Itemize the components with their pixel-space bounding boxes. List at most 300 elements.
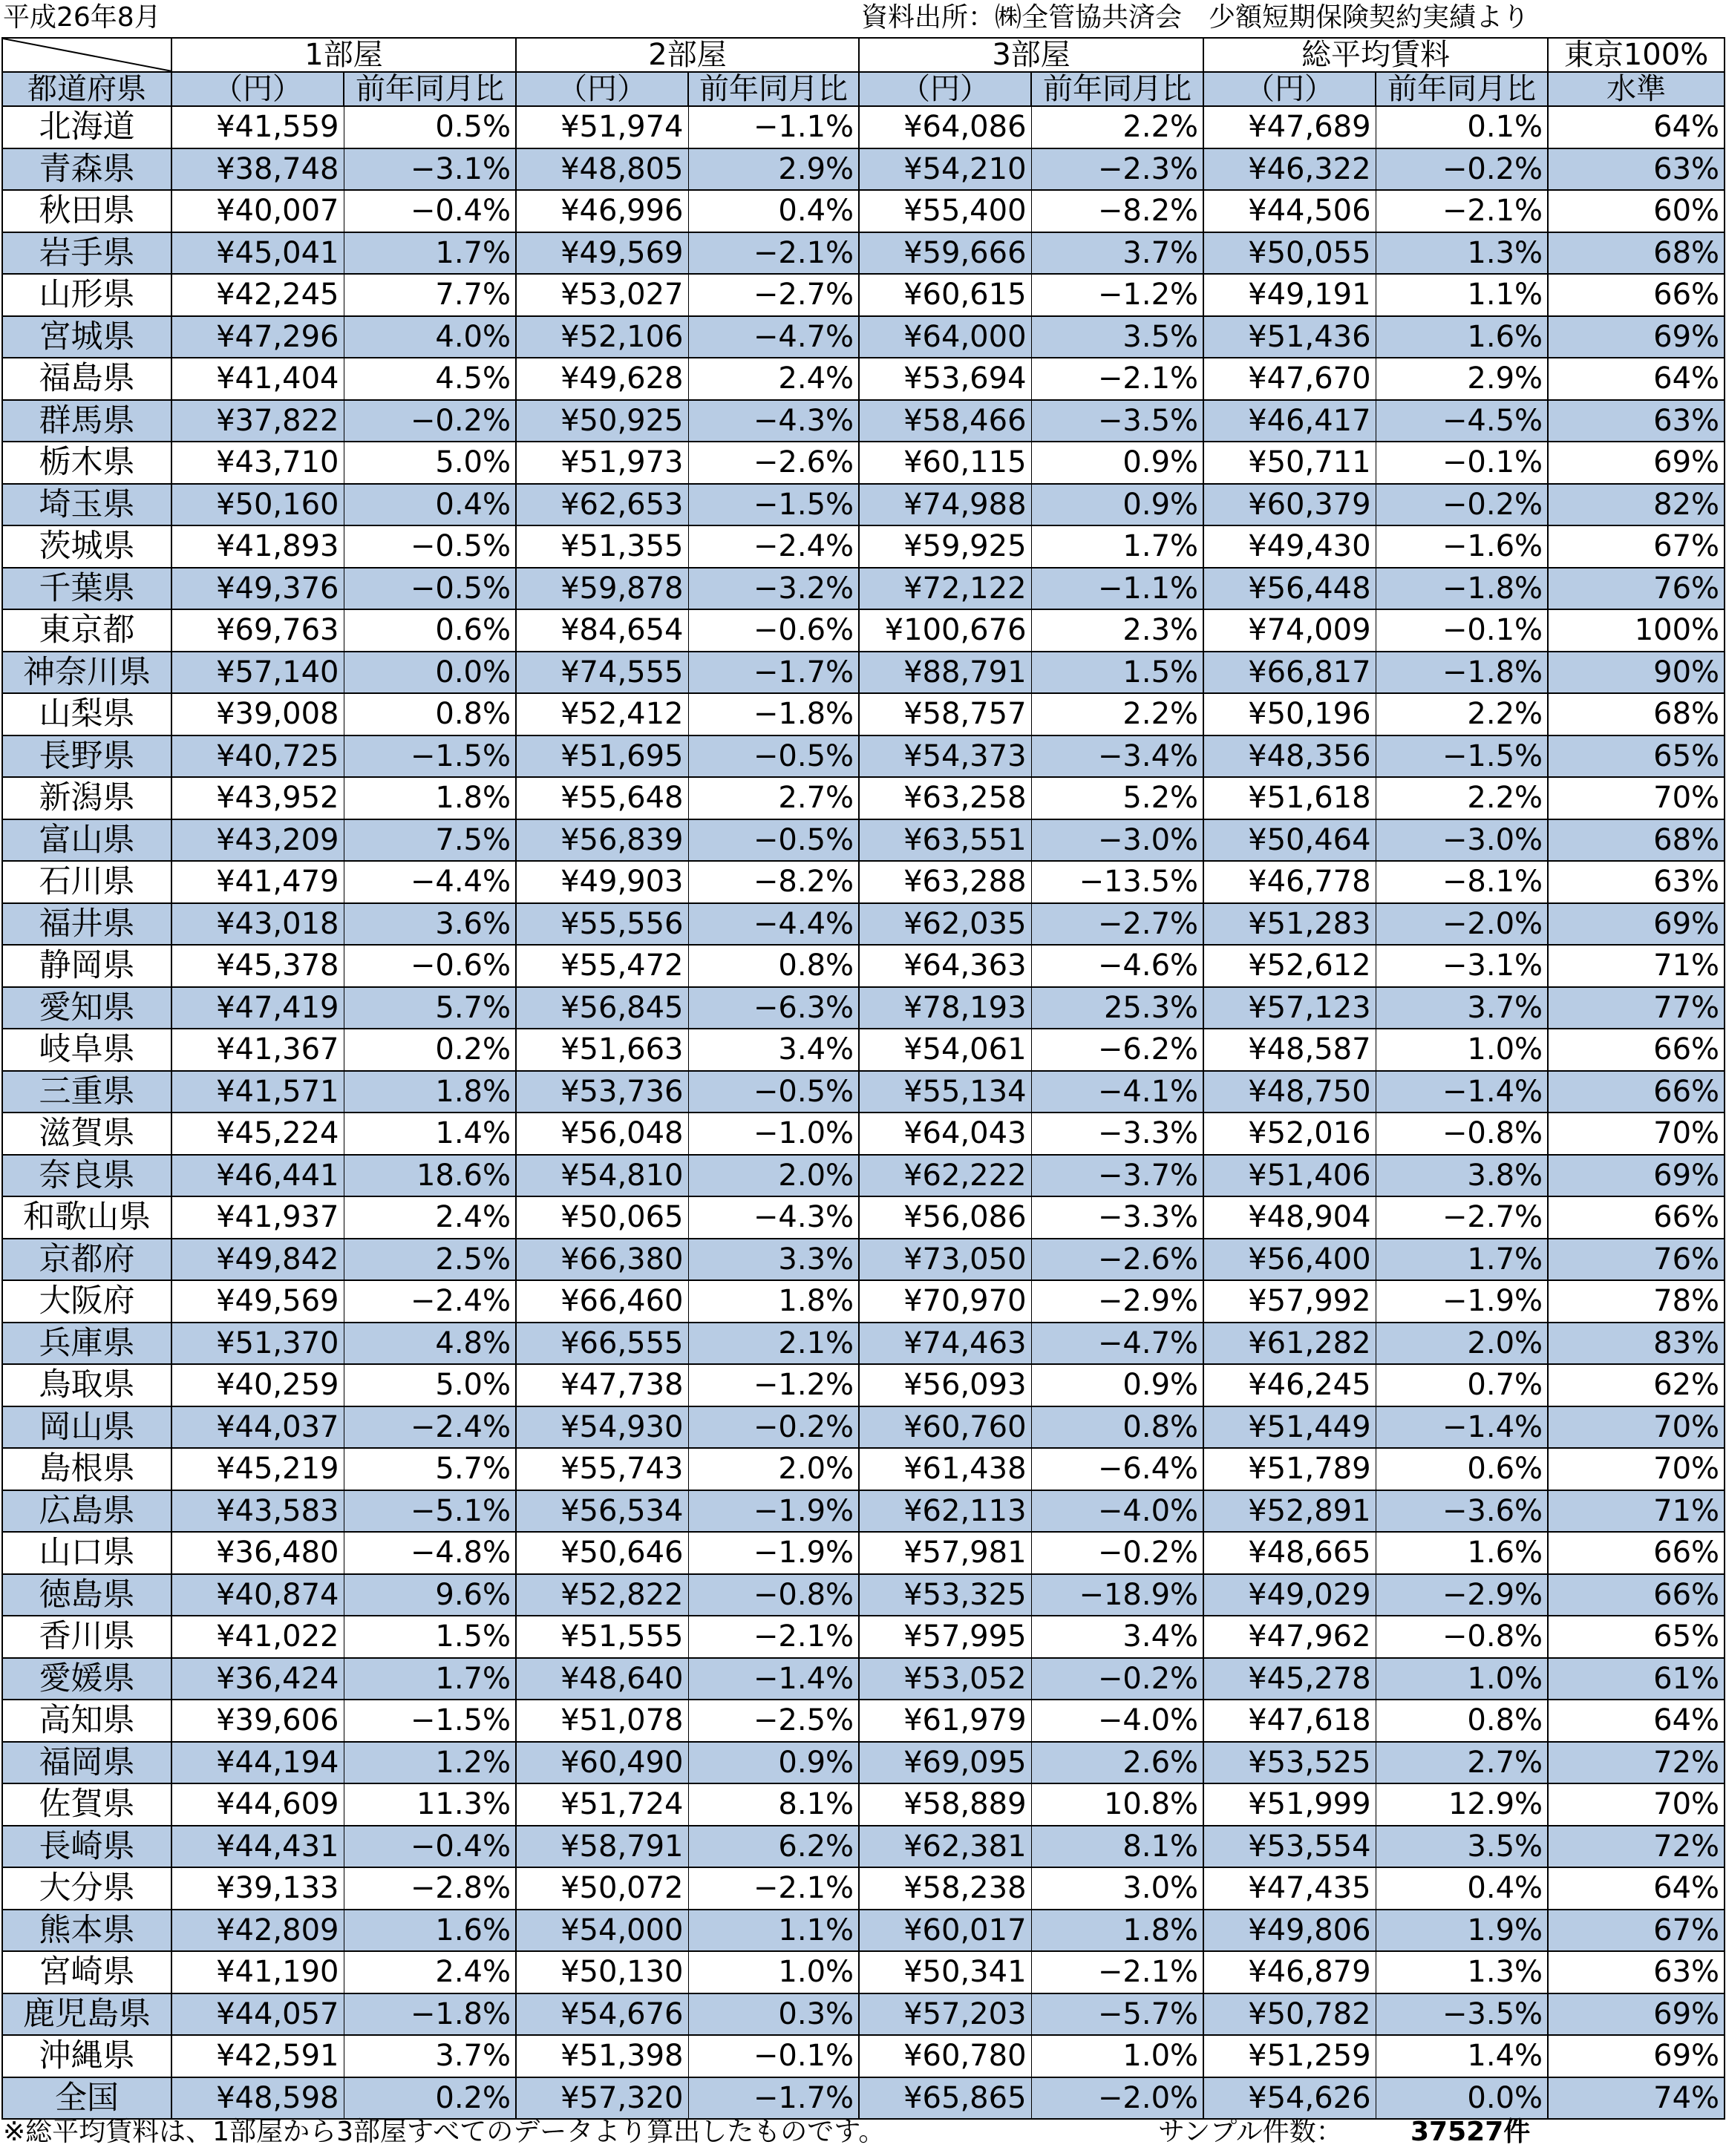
rent-3room-cell: ¥74,463 bbox=[859, 1323, 1031, 1365]
rent-2room-cell: ¥46,996 bbox=[516, 190, 688, 232]
yoy-3room-cell: −2.3% bbox=[1031, 148, 1203, 191]
yoy-average-cell: −0.1% bbox=[1376, 442, 1548, 484]
rent-average-cell: ¥47,618 bbox=[1203, 1700, 1376, 1742]
rent-2room-cell: ¥54,000 bbox=[516, 1910, 688, 1952]
prefecture-cell: 鳥取県 bbox=[2, 1364, 171, 1406]
rent-average-cell: ¥48,904 bbox=[1203, 1196, 1376, 1239]
rent-3room-cell: ¥61,438 bbox=[859, 1448, 1031, 1490]
rent-2room-cell: ¥47,738 bbox=[516, 1364, 688, 1406]
rent-1room-cell: ¥46,441 bbox=[171, 1155, 344, 1197]
rent-1room-cell: ¥40,725 bbox=[171, 735, 344, 778]
group-tokyo-index: 東京100% bbox=[1548, 38, 1725, 72]
rent-2room-cell: ¥50,065 bbox=[516, 1196, 688, 1239]
yoy-average-cell: 1.6% bbox=[1376, 316, 1548, 358]
yoy-1room-cell: −1.5% bbox=[344, 1700, 516, 1742]
yoy-2room-cell: −0.5% bbox=[688, 1071, 859, 1113]
yoy-average-cell: 2.2% bbox=[1376, 777, 1548, 819]
rent-2room-cell: ¥48,640 bbox=[516, 1658, 688, 1700]
rent-average-cell: ¥47,435 bbox=[1203, 1867, 1376, 1910]
yoy-1room-cell: 2.4% bbox=[344, 1951, 516, 1993]
tokyo-level-cell: 63% bbox=[1548, 861, 1725, 903]
table-row bbox=[2, 1951, 1725, 1993]
yoy-1room-cell: 11.3% bbox=[344, 1783, 516, 1826]
yoy-1room-cell: 1.8% bbox=[344, 1071, 516, 1113]
yoy-3room-cell: −3.3% bbox=[1031, 1113, 1203, 1155]
header-row-columns bbox=[2, 72, 1725, 106]
table-row bbox=[2, 1993, 1725, 2036]
rent-2room-cell: ¥51,724 bbox=[516, 1783, 688, 1826]
yoy-1room-cell: −2.8% bbox=[344, 1867, 516, 1910]
prefecture-cell: 長崎県 bbox=[2, 1826, 171, 1868]
rent-2room-cell: ¥54,676 bbox=[516, 1993, 688, 2036]
yoy-2room-cell: −2.1% bbox=[688, 1616, 859, 1658]
rent-1room-cell: ¥47,419 bbox=[171, 987, 344, 1029]
rent-1room-cell: ¥36,424 bbox=[171, 1658, 344, 1700]
rent-1room-cell: ¥40,007 bbox=[171, 190, 344, 232]
yoy-2room-cell: −0.5% bbox=[688, 735, 859, 778]
group-3room: 3部屋 bbox=[859, 38, 1203, 72]
rent-1room-cell: ¥44,057 bbox=[171, 1993, 344, 2036]
yoy-3room-cell: −4.7% bbox=[1031, 1323, 1203, 1365]
yoy-2room-cell: −4.3% bbox=[688, 400, 859, 442]
rent-1room-cell: ¥43,583 bbox=[171, 1490, 344, 1533]
prefecture-cell: 群馬県 bbox=[2, 400, 171, 442]
tokyo-level-cell: 64% bbox=[1548, 106, 1725, 148]
rent-average-cell: ¥47,689 bbox=[1203, 106, 1376, 148]
rent-2room-cell: ¥49,903 bbox=[516, 861, 688, 903]
prefecture-cell: 宮崎県 bbox=[2, 1951, 171, 1993]
rent-2room-cell: ¥51,078 bbox=[516, 1700, 688, 1742]
sample-count-label: サンプル件数： bbox=[1158, 2117, 1343, 2147]
yoy-3room-cell: −3.7% bbox=[1031, 1155, 1203, 1197]
yoy-3room-cell: 2.2% bbox=[1031, 106, 1203, 148]
yoy-1room-cell: 5.7% bbox=[344, 1448, 516, 1490]
rent-1room-cell: ¥44,431 bbox=[171, 1826, 344, 1868]
page-header bbox=[0, 0, 1726, 37]
rent-2room-cell: ¥56,845 bbox=[516, 987, 688, 1029]
source-note: 資料出所：㈱全管協共済会 少額短期保険契約実績より bbox=[861, 2, 1530, 33]
rent-average-cell: ¥61,282 bbox=[1203, 1323, 1376, 1365]
rent-3room-cell: ¥73,050 bbox=[859, 1239, 1031, 1281]
yoy-2room-cell: 0.4% bbox=[688, 190, 859, 232]
rent-3room-cell: ¥62,113 bbox=[859, 1490, 1031, 1533]
table-row bbox=[2, 190, 1725, 232]
yoy-average-cell: 1.1% bbox=[1376, 274, 1548, 316]
yoy-1room-cell: 0.5% bbox=[344, 106, 516, 148]
yoy-average-cell: 1.6% bbox=[1376, 1532, 1548, 1574]
tokyo-level-cell: 70% bbox=[1548, 1448, 1725, 1490]
prefecture-cell: 徳島県 bbox=[2, 1574, 171, 1616]
yoy-1room-cell: −3.1% bbox=[344, 148, 516, 191]
prefecture-cell: 長野県 bbox=[2, 735, 171, 778]
table-row bbox=[2, 1742, 1725, 1784]
yoy-1room-cell: 2.4% bbox=[344, 1196, 516, 1239]
tokyo-level-cell: 69% bbox=[1548, 1155, 1725, 1197]
table-row bbox=[2, 735, 1725, 778]
yoy-3room-cell: −3.4% bbox=[1031, 735, 1203, 778]
yoy-1room-cell: 5.0% bbox=[344, 442, 516, 484]
yoy-3room-cell: −4.0% bbox=[1031, 1700, 1203, 1742]
rent-3room-cell: ¥59,666 bbox=[859, 232, 1031, 275]
tokyo-level-cell: 66% bbox=[1548, 274, 1725, 316]
rent-3room-cell: ¥53,694 bbox=[859, 358, 1031, 400]
rent-average-cell: ¥49,029 bbox=[1203, 1574, 1376, 1616]
tokyo-level-cell: 60% bbox=[1548, 190, 1725, 232]
rent-2room-cell: ¥56,839 bbox=[516, 819, 688, 862]
col-yoy: 前年同月比 bbox=[688, 72, 859, 106]
rent-2room-cell: ¥50,072 bbox=[516, 1867, 688, 1910]
rent-average-cell: ¥48,356 bbox=[1203, 735, 1376, 778]
yoy-2room-cell: −0.1% bbox=[688, 2035, 859, 2077]
rent-2room-cell: ¥53,027 bbox=[516, 274, 688, 316]
rent-1room-cell: ¥44,037 bbox=[171, 1406, 344, 1449]
col-yen: （円） bbox=[859, 72, 1031, 106]
yoy-2room-cell: −1.7% bbox=[688, 2077, 859, 2120]
yoy-1room-cell: 0.4% bbox=[344, 484, 516, 526]
yoy-2room-cell: −3.2% bbox=[688, 568, 859, 610]
rent-average-cell: ¥49,191 bbox=[1203, 274, 1376, 316]
prefecture-cell: 奈良県 bbox=[2, 1155, 171, 1197]
rent-1room-cell: ¥41,571 bbox=[171, 1071, 344, 1113]
col-yoy: 前年同月比 bbox=[1031, 72, 1203, 106]
rent-1room-cell: ¥45,219 bbox=[171, 1448, 344, 1490]
tokyo-level-cell: 72% bbox=[1548, 1826, 1725, 1868]
yoy-3room-cell: −2.7% bbox=[1031, 903, 1203, 946]
yoy-average-cell: 0.6% bbox=[1376, 1448, 1548, 1490]
rent-average-cell: ¥48,665 bbox=[1203, 1532, 1376, 1574]
rent-3room-cell: ¥60,017 bbox=[859, 1910, 1031, 1952]
rent-1room-cell: ¥41,367 bbox=[171, 1029, 344, 1071]
rent-2room-cell: ¥54,930 bbox=[516, 1406, 688, 1449]
rent-average-cell: ¥50,464 bbox=[1203, 819, 1376, 862]
prefecture-cell: 青森県 bbox=[2, 148, 171, 191]
rent-3room-cell: ¥61,979 bbox=[859, 1700, 1031, 1742]
prefecture-cell: 東京都 bbox=[2, 609, 171, 652]
yoy-2room-cell: 1.1% bbox=[688, 1910, 859, 1952]
prefecture-cell: 三重県 bbox=[2, 1071, 171, 1113]
rent-2room-cell: ¥58,791 bbox=[516, 1826, 688, 1868]
rent-1room-cell: ¥41,022 bbox=[171, 1616, 344, 1658]
table-row bbox=[2, 568, 1725, 610]
rent-1room-cell: ¥41,190 bbox=[171, 1951, 344, 1993]
yoy-1room-cell: 1.2% bbox=[344, 1742, 516, 1784]
rent-3room-cell: ¥63,288 bbox=[859, 861, 1031, 903]
yoy-average-cell: −3.5% bbox=[1376, 1993, 1548, 2036]
tokyo-level-cell: 69% bbox=[1548, 903, 1725, 946]
rent-average-cell: ¥60,379 bbox=[1203, 484, 1376, 526]
yoy-average-cell: 1.3% bbox=[1376, 232, 1548, 275]
table-row bbox=[2, 2035, 1725, 2077]
yoy-average-cell: 0.7% bbox=[1376, 1364, 1548, 1406]
table-row bbox=[2, 1448, 1725, 1490]
prefecture-cell: 茨城県 bbox=[2, 525, 171, 568]
rent-3room-cell: ¥88,791 bbox=[859, 652, 1031, 694]
yoy-3room-cell: 2.6% bbox=[1031, 1742, 1203, 1784]
table-row bbox=[2, 1196, 1725, 1239]
rent-1room-cell: ¥40,874 bbox=[171, 1574, 344, 1616]
col-yen: （円） bbox=[171, 72, 344, 106]
rent-1room-cell: ¥38,748 bbox=[171, 148, 344, 191]
rent-3room-cell: ¥78,193 bbox=[859, 987, 1031, 1029]
tokyo-level-cell: 63% bbox=[1548, 400, 1725, 442]
corner-cell bbox=[2, 38, 171, 72]
rent-average-cell: ¥46,778 bbox=[1203, 861, 1376, 903]
yoy-2room-cell: 0.9% bbox=[688, 1742, 859, 1784]
yoy-2room-cell: 6.2% bbox=[688, 1826, 859, 1868]
prefecture-cell: 石川県 bbox=[2, 861, 171, 903]
yoy-1room-cell: −2.4% bbox=[344, 1280, 516, 1323]
yoy-3room-cell: −13.5% bbox=[1031, 861, 1203, 903]
tokyo-level-cell: 62% bbox=[1548, 1364, 1725, 1406]
yoy-1room-cell: 1.7% bbox=[344, 232, 516, 275]
tokyo-level-cell: 66% bbox=[1548, 1071, 1725, 1113]
yoy-3room-cell: 2.3% bbox=[1031, 609, 1203, 652]
rent-3room-cell: ¥74,988 bbox=[859, 484, 1031, 526]
yoy-3room-cell: −4.1% bbox=[1031, 1071, 1203, 1113]
yoy-2room-cell: 2.7% bbox=[688, 777, 859, 819]
tokyo-level-cell: 69% bbox=[1548, 316, 1725, 358]
yoy-2room-cell: −2.1% bbox=[688, 232, 859, 275]
yoy-3room-cell: 1.5% bbox=[1031, 652, 1203, 694]
rent-3room-cell: ¥60,615 bbox=[859, 274, 1031, 316]
yoy-3room-cell: −5.7% bbox=[1031, 1993, 1203, 2036]
rent-1room-cell: ¥42,809 bbox=[171, 1910, 344, 1952]
table-row bbox=[2, 1532, 1725, 1574]
rent-3room-cell: ¥59,925 bbox=[859, 525, 1031, 568]
table-row bbox=[2, 106, 1725, 148]
yoy-2room-cell: 2.1% bbox=[688, 1323, 859, 1365]
col-yoy: 前年同月比 bbox=[1376, 72, 1548, 106]
col-yen: （円） bbox=[1203, 72, 1376, 106]
yoy-average-cell: −1.8% bbox=[1376, 652, 1548, 694]
rent-1room-cell: ¥41,893 bbox=[171, 525, 344, 568]
yoy-2room-cell: 0.3% bbox=[688, 1993, 859, 2036]
group-2room: 2部屋 bbox=[516, 38, 859, 72]
prefecture-cell: 福井県 bbox=[2, 903, 171, 946]
yoy-average-cell: 1.7% bbox=[1376, 1239, 1548, 1281]
rent-average-cell: ¥51,406 bbox=[1203, 1155, 1376, 1197]
rent-average-cell: ¥66,817 bbox=[1203, 652, 1376, 694]
rent-average-cell: ¥50,782 bbox=[1203, 1993, 1376, 2036]
table-row bbox=[2, 1364, 1725, 1406]
yoy-average-cell: 1.9% bbox=[1376, 1910, 1548, 1952]
tokyo-level-cell: 76% bbox=[1548, 1239, 1725, 1281]
rent-2room-cell: ¥60,490 bbox=[516, 1742, 688, 1784]
prefecture-cell: 栃木県 bbox=[2, 442, 171, 484]
yoy-average-cell: 3.7% bbox=[1376, 987, 1548, 1029]
yoy-2room-cell: −4.7% bbox=[688, 316, 859, 358]
rent-3room-cell: ¥100,676 bbox=[859, 609, 1031, 652]
prefecture-cell: 滋賀県 bbox=[2, 1113, 171, 1155]
rent-average-cell: ¥52,891 bbox=[1203, 1490, 1376, 1533]
yoy-2room-cell: −1.5% bbox=[688, 484, 859, 526]
rent-3room-cell: ¥65,865 bbox=[859, 2077, 1031, 2120]
rent-3room-cell: ¥63,258 bbox=[859, 777, 1031, 819]
col-yoy: 前年同月比 bbox=[344, 72, 516, 106]
yoy-average-cell: 2.7% bbox=[1376, 1742, 1548, 1784]
yoy-2room-cell: −4.3% bbox=[688, 1196, 859, 1239]
tokyo-level-cell: 64% bbox=[1548, 358, 1725, 400]
prefecture-cell: 熊本県 bbox=[2, 1910, 171, 1952]
tokyo-level-cell: 66% bbox=[1548, 1029, 1725, 1071]
table-row bbox=[2, 316, 1725, 358]
yoy-average-cell: 1.0% bbox=[1376, 1029, 1548, 1071]
col-prefecture: 都道府県 bbox=[2, 72, 171, 106]
rent-1room-cell: ¥43,018 bbox=[171, 903, 344, 946]
prefecture-cell: 島根県 bbox=[2, 1448, 171, 1490]
table-body bbox=[2, 106, 1725, 2119]
yoy-2room-cell: 3.4% bbox=[688, 1029, 859, 1071]
prefecture-cell: 大阪府 bbox=[2, 1280, 171, 1323]
yoy-3room-cell: −2.1% bbox=[1031, 358, 1203, 400]
rent-2room-cell: ¥53,736 bbox=[516, 1071, 688, 1113]
rent-3room-cell: ¥69,095 bbox=[859, 1742, 1031, 1784]
yoy-average-cell: 0.8% bbox=[1376, 1700, 1548, 1742]
rent-average-cell: ¥56,448 bbox=[1203, 568, 1376, 610]
rent-average-cell: ¥46,322 bbox=[1203, 148, 1376, 191]
yoy-average-cell: 0.1% bbox=[1376, 106, 1548, 148]
rent-2room-cell: ¥57,320 bbox=[516, 2077, 688, 2120]
rent-average-cell: ¥51,436 bbox=[1203, 316, 1376, 358]
table-row bbox=[2, 777, 1725, 819]
prefecture-cell: 埼玉県 bbox=[2, 484, 171, 526]
yoy-average-cell: −2.9% bbox=[1376, 1574, 1548, 1616]
tokyo-level-cell: 72% bbox=[1548, 1742, 1725, 1784]
tokyo-level-cell: 90% bbox=[1548, 652, 1725, 694]
prefecture-cell: 北海道 bbox=[2, 106, 171, 148]
rent-average-cell: ¥44,506 bbox=[1203, 190, 1376, 232]
yoy-2room-cell: −4.4% bbox=[688, 903, 859, 946]
tokyo-level-cell: 68% bbox=[1548, 693, 1725, 735]
rent-average-cell: ¥51,449 bbox=[1203, 1406, 1376, 1449]
prefecture-cell: 山形県 bbox=[2, 274, 171, 316]
yoy-3room-cell: −2.0% bbox=[1031, 2077, 1203, 2120]
rent-1room-cell: ¥49,376 bbox=[171, 568, 344, 610]
prefecture-cell: 山口県 bbox=[2, 1532, 171, 1574]
rent-average-cell: ¥52,016 bbox=[1203, 1113, 1376, 1155]
yoy-2room-cell: −2.1% bbox=[688, 1867, 859, 1910]
yoy-1room-cell: 1.6% bbox=[344, 1910, 516, 1952]
yoy-average-cell: −3.6% bbox=[1376, 1490, 1548, 1533]
tokyo-level-cell: 76% bbox=[1548, 568, 1725, 610]
rent-2room-cell: ¥55,556 bbox=[516, 903, 688, 946]
rent-average-cell: ¥53,554 bbox=[1203, 1826, 1376, 1868]
group-average: 総平均賃料 bbox=[1203, 38, 1548, 72]
yoy-1room-cell: 3.6% bbox=[344, 903, 516, 946]
tokyo-level-cell: 71% bbox=[1548, 1490, 1725, 1533]
rent-3room-cell: ¥62,035 bbox=[859, 903, 1031, 946]
rent-average-cell: ¥50,196 bbox=[1203, 693, 1376, 735]
tokyo-level-cell: 69% bbox=[1548, 2035, 1725, 2077]
rent-2room-cell: ¥56,534 bbox=[516, 1490, 688, 1533]
rent-3room-cell: ¥54,061 bbox=[859, 1029, 1031, 1071]
yoy-2room-cell: 2.9% bbox=[688, 148, 859, 191]
yoy-average-cell: 2.9% bbox=[1376, 358, 1548, 400]
yoy-1room-cell: 4.0% bbox=[344, 316, 516, 358]
footnote: ※総平均賃料は、1部屋から3部屋すべてのデータより算出したものです。 bbox=[3, 2117, 886, 2147]
yoy-average-cell: −0.1% bbox=[1376, 609, 1548, 652]
yoy-average-cell: −2.7% bbox=[1376, 1196, 1548, 1239]
yoy-average-cell: −4.5% bbox=[1376, 400, 1548, 442]
yoy-1room-cell: 2.5% bbox=[344, 1239, 516, 1281]
yoy-3room-cell: −6.2% bbox=[1031, 1029, 1203, 1071]
header-row-groups bbox=[2, 38, 1725, 72]
yoy-average-cell: −0.8% bbox=[1376, 1113, 1548, 1155]
table-row bbox=[2, 400, 1725, 442]
yoy-2room-cell: −1.4% bbox=[688, 1658, 859, 1700]
rent-3room-cell: ¥72,122 bbox=[859, 568, 1031, 610]
rent-average-cell: ¥52,612 bbox=[1203, 945, 1376, 987]
yoy-1room-cell: 0.8% bbox=[344, 693, 516, 735]
table-row bbox=[2, 1155, 1725, 1197]
prefecture-cell: 新潟県 bbox=[2, 777, 171, 819]
rent-1room-cell: ¥43,209 bbox=[171, 819, 344, 862]
rent-2room-cell: ¥51,973 bbox=[516, 442, 688, 484]
tokyo-level-cell: 82% bbox=[1548, 484, 1725, 526]
prefecture-cell: 秋田県 bbox=[2, 190, 171, 232]
rent-3room-cell: ¥62,222 bbox=[859, 1155, 1031, 1197]
prefecture-cell: 広島県 bbox=[2, 1490, 171, 1533]
yoy-average-cell: −1.8% bbox=[1376, 568, 1548, 610]
prefecture-cell: 福岡県 bbox=[2, 1742, 171, 1784]
yoy-1room-cell: 4.5% bbox=[344, 358, 516, 400]
rent-1room-cell: ¥49,842 bbox=[171, 1239, 344, 1281]
rent-2room-cell: ¥52,822 bbox=[516, 1574, 688, 1616]
yoy-1room-cell: −1.5% bbox=[344, 735, 516, 778]
yoy-1room-cell: −0.4% bbox=[344, 190, 516, 232]
yoy-average-cell: −0.8% bbox=[1376, 1616, 1548, 1658]
rent-3room-cell: ¥57,203 bbox=[859, 1993, 1031, 2036]
rent-1room-cell: ¥43,710 bbox=[171, 442, 344, 484]
rent-1room-cell: ¥36,480 bbox=[171, 1532, 344, 1574]
yoy-1room-cell: −4.8% bbox=[344, 1532, 516, 1574]
tokyo-level-cell: 77% bbox=[1548, 987, 1725, 1029]
rent-1room-cell: ¥41,404 bbox=[171, 358, 344, 400]
rent-2room-cell: ¥52,412 bbox=[516, 693, 688, 735]
yoy-3room-cell: 25.3% bbox=[1031, 987, 1203, 1029]
yoy-average-cell: −1.6% bbox=[1376, 525, 1548, 568]
prefecture-cell: 大分県 bbox=[2, 1867, 171, 1910]
table-row bbox=[2, 358, 1725, 400]
rent-average-cell: ¥49,806 bbox=[1203, 1910, 1376, 1952]
yoy-2room-cell: −1.1% bbox=[688, 106, 859, 148]
report-date: 平成26年8月 bbox=[3, 2, 161, 33]
rent-1room-cell: ¥48,598 bbox=[171, 2077, 344, 2120]
yoy-1room-cell: 18.6% bbox=[344, 1155, 516, 1197]
rent-average-cell: ¥54,626 bbox=[1203, 2077, 1376, 2120]
rent-1room-cell: ¥39,008 bbox=[171, 693, 344, 735]
yoy-2room-cell: −0.6% bbox=[688, 609, 859, 652]
rent-3room-cell: ¥56,086 bbox=[859, 1196, 1031, 1239]
yoy-3room-cell: 10.8% bbox=[1031, 1783, 1203, 1826]
yoy-average-cell: −1.5% bbox=[1376, 735, 1548, 778]
prefecture-cell: 全国 bbox=[2, 2077, 171, 2120]
yoy-average-cell: −1.9% bbox=[1376, 1280, 1548, 1323]
rent-3room-cell: ¥60,780 bbox=[859, 2035, 1031, 2077]
rent-3room-cell: ¥64,086 bbox=[859, 106, 1031, 148]
rent-2room-cell: ¥51,974 bbox=[516, 106, 688, 148]
table-row bbox=[2, 2077, 1725, 2120]
prefecture-cell: 高知県 bbox=[2, 1700, 171, 1742]
rent-2room-cell: ¥51,355 bbox=[516, 525, 688, 568]
yoy-average-cell: −2.0% bbox=[1376, 903, 1548, 946]
rent-2room-cell: ¥51,555 bbox=[516, 1616, 688, 1658]
tokyo-level-cell: 70% bbox=[1548, 777, 1725, 819]
yoy-average-cell: 1.0% bbox=[1376, 1658, 1548, 1700]
rent-3room-cell: ¥58,238 bbox=[859, 1867, 1031, 1910]
yoy-1room-cell: 1.8% bbox=[344, 777, 516, 819]
yoy-3room-cell: 2.2% bbox=[1031, 693, 1203, 735]
